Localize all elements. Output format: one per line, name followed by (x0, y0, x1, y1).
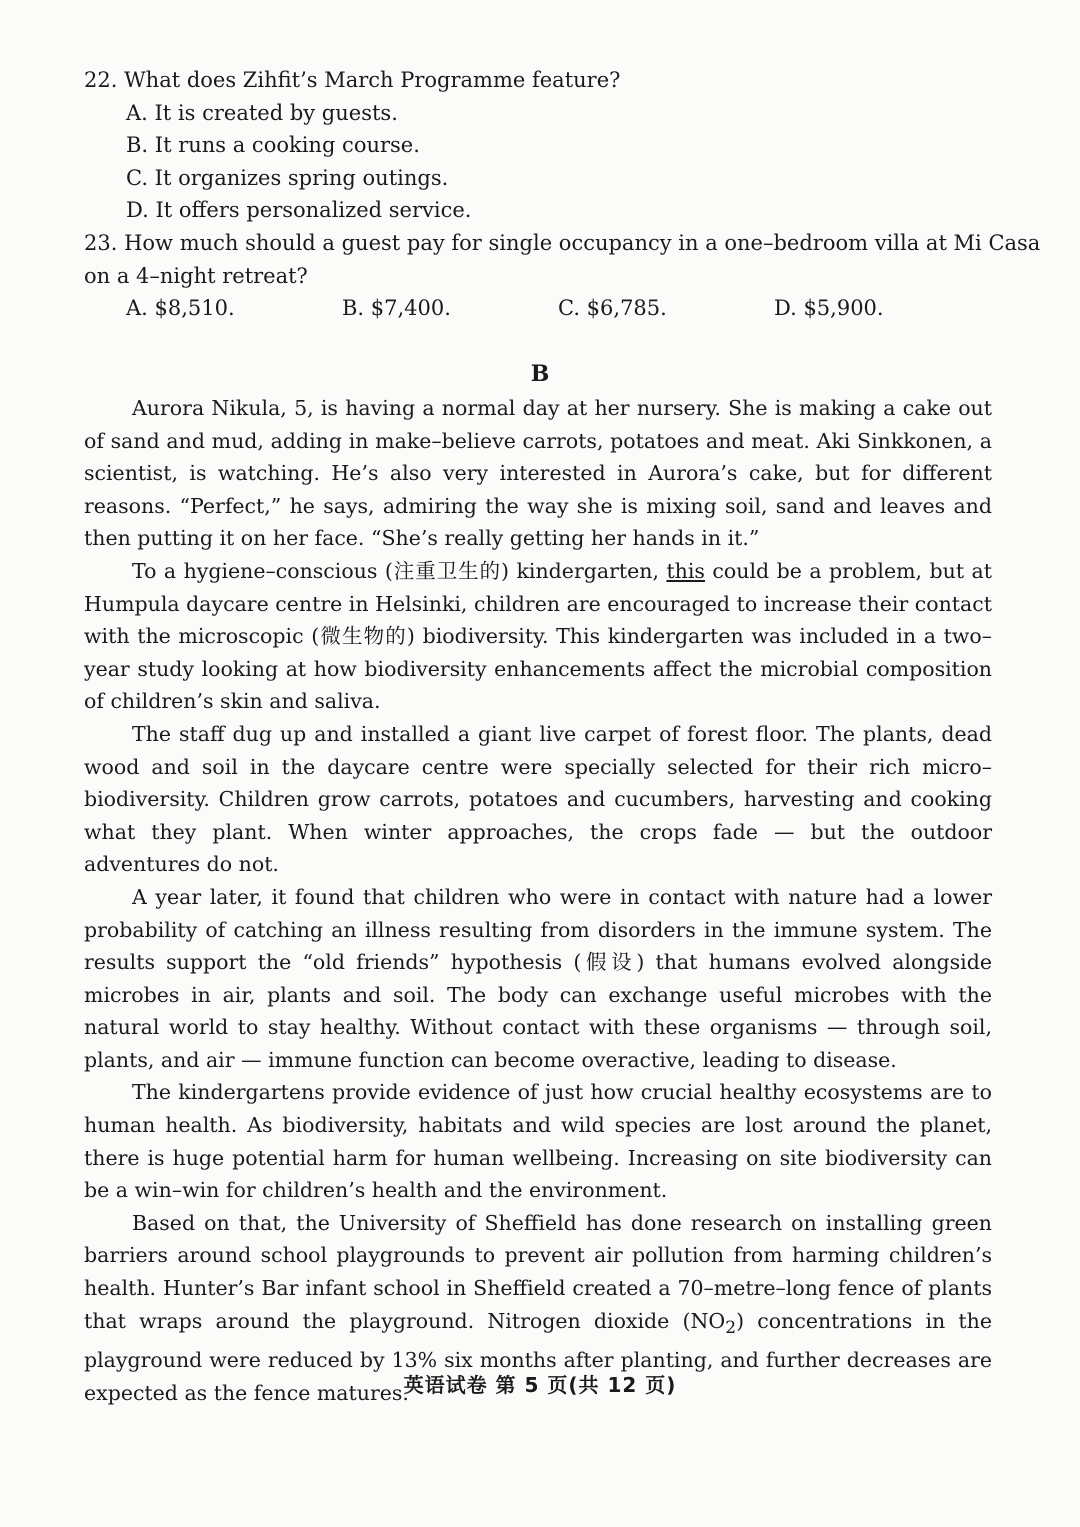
paragraph-1: Aurora Nikula, 5, is having a normal day at her nursery. She is making a cake out of sand and mud, adding in make–believe carrots, potatoes and meat. Aki Sinkkonen, a scientist, is watching. He’s also very interested in Aurora’s cake, but for different reasons. “Perfect,” he says, admiring the way she is mixing soil, sand and leaves and then putting it on her face. “She’s really getting her hands in it.” (84, 396, 992, 551)
question-22-option-d[interactable]: D. It offers personalized service. (126, 198, 472, 223)
paragraph-5: The kindergartens provide evidence of just how crucial healthy ecosystems are to human health. As biodiversity, habitats and wild species are lost around the planet, there is huge potential harm for human wellbeing. Increasing on site biodiversity can be a win–win for children’s health and the environment. (84, 1080, 992, 1203)
subscript-2: 2 (725, 1317, 737, 1338)
question-23-option-d[interactable]: D. $5,900. (774, 296, 884, 321)
paragraph-6: Based on that, the University of Sheffield has done research on installing green barriers around school playgrounds to prevent air pollution from harming children’s health. Hunter’s Bar infant school in Sheffield created a 70–metre–long fence of plants that wraps around the playground. Nitrogen dioxide $(NO_2)$ concentrations in the playground were reduced by 13% six months after planting, and further decreases are expected as the fence matures. (84, 1210, 992, 1405)
section-heading: B (530, 361, 550, 387)
question-23-stem-continued: on a 4–night retreat? (84, 263, 308, 288)
paragraph-2: To a hygiene–conscious (注重卫生的) kindergarten, this could be a problem, but at Humpula daycare centre in Helsinki, children are encouraged to increase their contact with the microscopic (微生物的) biodiversity. This kindergarten was included in a two–year study looking at how biodiversity enhancements affect the microbial composition of children’s skin and saliva. (84, 558, 992, 714)
question-22-option-b[interactable]: B. It runs a cooking course. (126, 133, 420, 158)
question-23-stem: 23. How much should a guest pay for single occupancy in a one–bedroom villa at Mi Casa (84, 230, 1041, 255)
question-22 (84, 64, 992, 227)
questions-block (84, 64, 1041, 325)
reading-passage (84, 392, 992, 1410)
question-23-options (84, 292, 992, 325)
question-23 (84, 227, 1041, 325)
question-22-stem: 22. What does Zihfit’s March Programme feature? (84, 68, 621, 92)
question-22-option-c[interactable]: C. It organizes spring outings. (126, 165, 449, 190)
question-23-option-b[interactable]: B. $7,400. (342, 296, 451, 321)
paragraph-3: The staff dug up and installed a giant live carpet of forest floor. The plants, dead wood and soil in the daycare centre were specially selected for their rich micro–biodiversity. Children grow carrots, potatoes and cucumbers, harvesting and cooking what they plant. When winter approaches, the crops fade — but the outdoor adventures do not. (84, 721, 992, 877)
question-22-option-a[interactable]: A. It is created by guests. (126, 100, 398, 125)
page-footer: 英语试卷 第 5 页(共 12 页) (403, 1373, 677, 1397)
paragraph-4: A year later, it found that children who were in contact with nature had a lower probability of catching an illness resulting from disorders in the immune system. The results support the “old friends” hypothesis (假设) that humans evolved alongside microbes in air, plants and soil. The body can exchange useful microbes with the natural world to stay healthy. Without contact with these organisms — through soil, plants, and air — immune function can become overactive, leading to disease. (84, 884, 992, 1072)
underlined-word: this (666, 558, 705, 583)
question-23-option-a[interactable]: A. $8,510. (126, 296, 235, 321)
question-23-option-c[interactable]: C. $6,785. (558, 296, 667, 321)
